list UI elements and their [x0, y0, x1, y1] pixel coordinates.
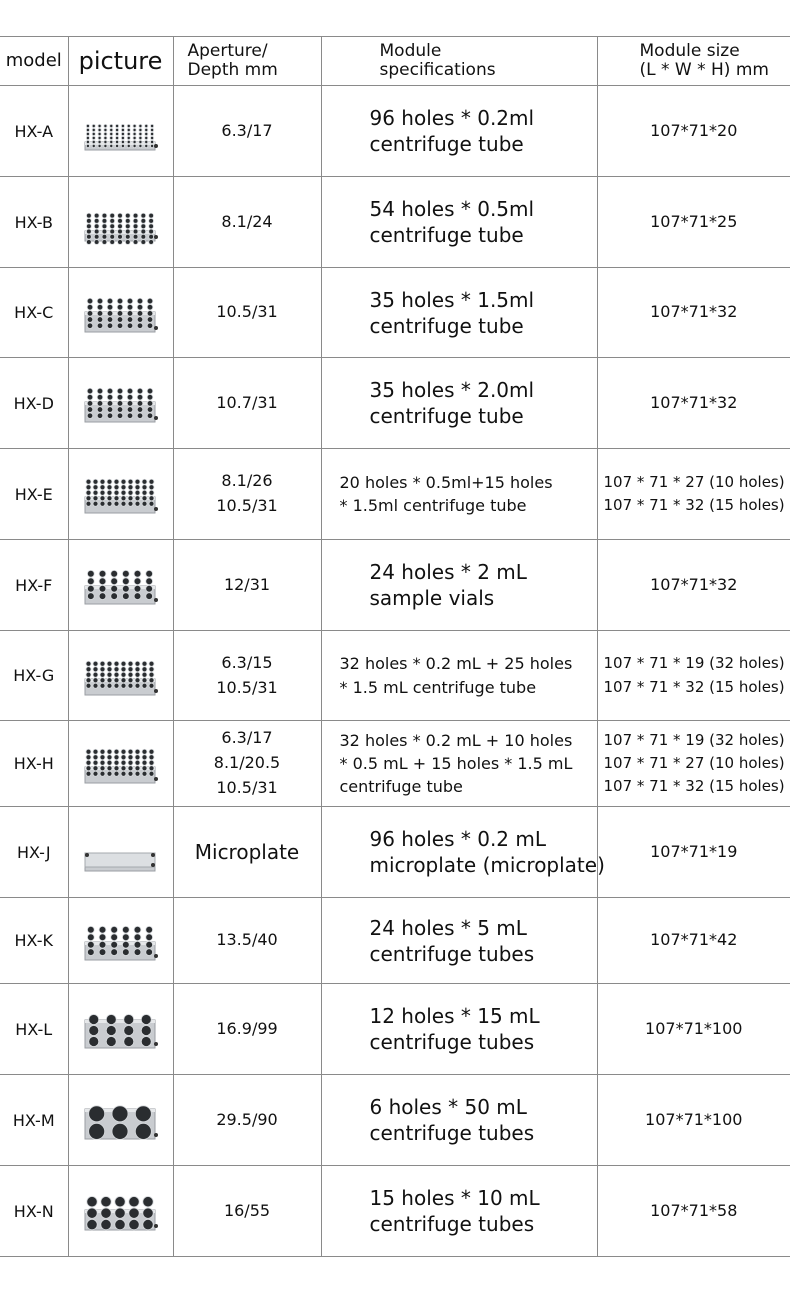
96-hole-block-icon: [82, 106, 160, 156]
spec-line: sample vials: [369, 586, 495, 610]
size-cell: [597, 807, 790, 898]
header-aperture-line: Depth mm: [187, 60, 278, 80]
aperture-cell: [173, 721, 321, 807]
table-row: [0, 358, 790, 449]
size-cell: [597, 721, 790, 807]
size-cell: [597, 177, 790, 268]
spec-cell: [321, 1075, 597, 1166]
spec-line: centrifuge tube: [369, 313, 524, 338]
spec-line: * 1.5ml centrifuge tube: [339, 496, 527, 515]
picture-cell: [68, 898, 173, 984]
size-line: 107*71*42: [650, 930, 738, 950]
picture-cell: [68, 807, 173, 898]
header-spec: [321, 37, 597, 86]
header-spec-line: Module: [379, 41, 442, 62]
picture-cell: [68, 984, 173, 1075]
spec-line: centrifuge tube: [369, 404, 524, 428]
aperture-cell: [173, 540, 321, 631]
size-line: 107 * 71 * 27 (10 holes): [603, 472, 785, 491]
spec-line: 20 holes * 0.5ml+15 holes: [339, 472, 553, 492]
aperture-line: 10.5/31: [216, 777, 278, 797]
model-cell: HX-J: [0, 807, 68, 898]
table-row: [0, 721, 790, 807]
model-cell: HX-H: [0, 721, 68, 807]
size-line: 107*71*58: [650, 1200, 738, 1220]
size-line: 107 * 71 * 32 (15 holes): [603, 677, 785, 696]
model-cell: HX-B: [0, 177, 68, 268]
size-cell: [597, 449, 790, 540]
spec-line: centrifuge tubes: [369, 1212, 535, 1236]
table-row: [0, 449, 790, 540]
aperture-cell: [173, 1075, 321, 1166]
header-aperture: [173, 37, 321, 86]
picture-cell: [68, 86, 173, 177]
aperture-line: 6.3/17: [221, 728, 273, 748]
spec-line: 96 holes * 0.2 mL: [369, 827, 547, 851]
spec-line: 32 holes * 0.2 mL + 25 holes: [339, 654, 573, 674]
spec-line: 12 holes * 15 mL: [369, 1004, 540, 1028]
spec-cell: [321, 631, 597, 721]
size-cell: [597, 898, 790, 984]
picture-cell: [68, 540, 173, 631]
size-line: 107*71*32: [650, 574, 738, 594]
picture-cell: [68, 358, 173, 449]
size-line: 107 * 71 * 19 (32 holes): [603, 730, 785, 749]
spec-line: * 1.5 mL centrifuge tube: [339, 677, 537, 697]
54-hole-block-icon: [82, 197, 160, 247]
model-cell: HX-C: [0, 268, 68, 358]
model-cell: HX-N: [0, 1166, 68, 1257]
spec-cell: [321, 721, 597, 807]
header-picture: picture: [68, 37, 173, 86]
model-cell: HX-K: [0, 898, 68, 984]
table-row: [0, 807, 790, 898]
spec-cell: [321, 984, 597, 1075]
aperture-cell: [173, 807, 321, 898]
size-cell: [597, 86, 790, 177]
spec-cell: [321, 1166, 597, 1257]
table-row: [0, 540, 790, 631]
size-line: 107*71*32: [650, 302, 738, 322]
header-model: model: [0, 37, 68, 86]
size-line: 107*71*20: [650, 120, 738, 140]
table-row: [0, 984, 790, 1075]
table-row: [0, 268, 790, 358]
aperture-line: 29.5/90: [216, 1109, 278, 1129]
header-spec-line: specifications: [379, 60, 496, 80]
model-cell: HX-M: [0, 1075, 68, 1166]
model-cell: HX-E: [0, 449, 68, 540]
size-line: 107*71*25: [650, 211, 738, 231]
aperture-line: 10.5/31: [216, 302, 278, 322]
aperture-line: 6.3/15: [221, 652, 273, 672]
spec-line: * 0.5 mL + 15 holes * 1.5 mL: [339, 753, 573, 773]
spec-cell: [321, 449, 597, 540]
module-spec-table: [0, 36, 790, 1257]
aperture-cell: [173, 631, 321, 721]
model-cell: HX-D: [0, 358, 68, 449]
table-row: [0, 1075, 790, 1166]
spec-cell: [321, 86, 597, 177]
size-cell: [597, 631, 790, 721]
12-hole-block-icon: [82, 1004, 160, 1054]
spec-cell: [321, 807, 605, 898]
picture-cell: [68, 1075, 173, 1166]
table-row: [0, 177, 790, 268]
aperture-cell: [173, 358, 321, 449]
spec-line: 6 holes * 50 mL: [369, 1095, 527, 1119]
header-size-line: (L * W * H) mm: [639, 60, 769, 80]
microplate-block-icon: [82, 827, 160, 877]
aperture-line: 16.9/99: [216, 1018, 278, 1038]
table-row: [0, 631, 790, 721]
header-aperture-line: Aperture/: [187, 41, 268, 62]
aperture-cell: [173, 984, 321, 1075]
spec-line: centrifuge tube: [369, 223, 524, 247]
size-line: 107*71*32: [650, 392, 738, 412]
spec-line: centrifuge tube: [369, 132, 524, 156]
size-line: 107*71*19: [650, 841, 738, 861]
model-cell: HX-F: [0, 540, 68, 631]
size-cell: [597, 540, 790, 631]
size-cell: [597, 358, 790, 449]
spec-cell: [321, 540, 597, 631]
header-size: [597, 37, 790, 86]
aperture-line: 13.5/40: [216, 930, 278, 950]
aperture-line: 8.1/20.5: [213, 753, 281, 773]
mixed-hole-block-icon: [82, 651, 160, 701]
size-cell: [597, 1166, 790, 1257]
spec-cell: [321, 177, 597, 268]
size-line: 107 * 71 * 19 (32 holes): [603, 654, 785, 673]
model-cell: HX-A: [0, 86, 68, 177]
aperture-line: 8.1/26: [221, 471, 273, 491]
table-row: [0, 1166, 790, 1257]
picture-cell: [68, 631, 173, 721]
picture-cell: [68, 721, 173, 807]
aperture-line: 12/31: [223, 574, 271, 594]
size-line: 107*71*100: [645, 1109, 743, 1129]
spec-cell: [321, 898, 597, 984]
spec-line: centrifuge tubes: [369, 1121, 535, 1145]
35-hole-block-icon: [82, 378, 160, 428]
picture-cell: [68, 177, 173, 268]
spec-line: 96 holes * 0.2ml: [369, 106, 535, 130]
size-cell: [597, 984, 790, 1075]
size-line: 107*71*100: [645, 1018, 743, 1038]
6-hole-block-icon: [82, 1095, 160, 1145]
mixed-hole-block-icon: [82, 739, 160, 789]
spec-line: 35 holes * 1.5ml: [369, 287, 535, 312]
spec-cell: [321, 358, 597, 449]
24-hole-block-icon: [82, 916, 160, 966]
spec-line: microplate (microplate): [369, 853, 605, 877]
size-cell: [597, 268, 790, 358]
spec-line: 54 holes * 0.5ml: [369, 197, 535, 221]
aperture-line: 6.3/17: [221, 120, 273, 140]
aperture-line: 8.1/24: [221, 211, 273, 231]
size-line: 107 * 71 * 32 (15 holes): [603, 777, 785, 796]
table-row: [0, 86, 790, 177]
aperture-cell: [173, 268, 321, 358]
header-row: [0, 37, 790, 86]
aperture-cell: [173, 1166, 321, 1257]
size-line: 107 * 71 * 32 (15 holes): [603, 496, 785, 514]
size-cell: [597, 1075, 790, 1166]
24-hole-block-icon: [82, 560, 160, 610]
aperture-cell: [173, 898, 321, 984]
spec-line: centrifuge tubes: [369, 1030, 535, 1054]
spec-line: 24 holes * 5 mL: [369, 915, 527, 940]
table-row: [0, 898, 790, 984]
aperture-line: 10.5/31: [216, 677, 278, 697]
picture-cell: [68, 1166, 173, 1257]
spec-line: 15 holes * 10 mL: [369, 1186, 540, 1210]
aperture-line: Microplate: [194, 839, 300, 864]
spec-line: centrifuge tubes: [369, 941, 535, 966]
aperture-line: 10.7/31: [216, 392, 278, 412]
model-cell: HX-G: [0, 631, 68, 721]
spec-line: 24 holes * 2 mL: [369, 560, 527, 584]
15-hole-block-icon: [82, 1186, 160, 1236]
aperture-cell: [173, 449, 321, 540]
aperture-line: 10.5/31: [216, 496, 278, 515]
spec-line: 35 holes * 2.0ml: [369, 378, 535, 402]
spec-line: 32 holes * 0.2 mL + 10 holes: [339, 730, 573, 750]
size-line: 107 * 71 * 27 (10 holes): [603, 753, 785, 772]
spec-line: centrifuge tube: [339, 777, 463, 797]
header-size-line: Module size: [639, 41, 740, 62]
aperture-line: 16/55: [223, 1200, 271, 1220]
picture-cell: [68, 449, 173, 540]
aperture-cell: [173, 86, 321, 177]
model-cell: HX-L: [0, 984, 68, 1075]
spec-cell: [321, 268, 597, 358]
35-hole-block-icon: [82, 288, 160, 338]
picture-cell: [68, 268, 173, 358]
mixed-hole-block-icon: [82, 469, 160, 519]
aperture-cell: [173, 177, 321, 268]
